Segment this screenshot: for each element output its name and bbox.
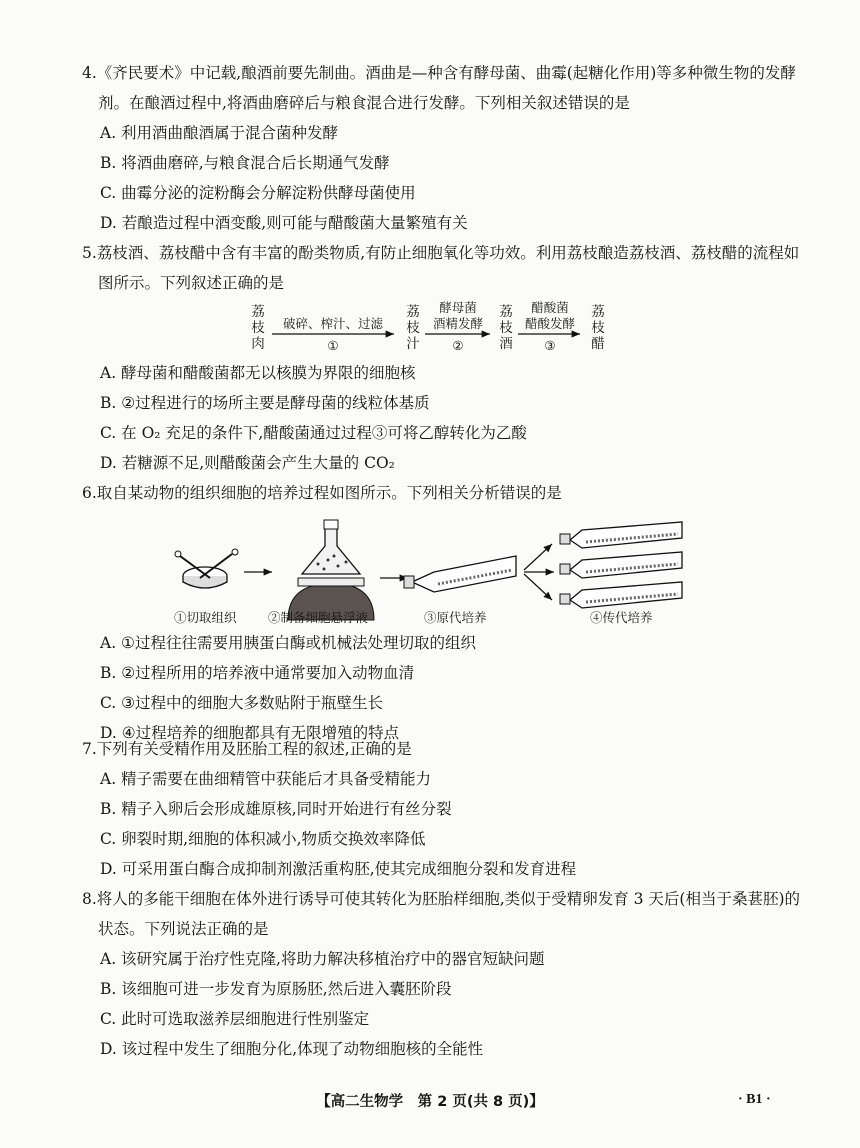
step-2-label: 酒精发酵 [432, 316, 483, 331]
step-3-label: 醋酸发酵 [524, 316, 575, 331]
question-7-stem: 7.下列有关受精作用及胚胎工程的叙述,正确的是 [82, 740, 412, 758]
arrow-3-4-bottom [524, 574, 552, 600]
question-6-option-b: B. ②过程所用的培养液中通常要加入动物血清 [100, 664, 415, 682]
step-2-number: ② [452, 338, 464, 353]
lychee-process-flowchart [82, 298, 802, 358]
question-5-option-c: C. 在 O₂ 充足的条件下,醋酸菌通过过程③可将乙醇转化为乙酸 [100, 424, 527, 442]
caption-step-4: ④传代培养 [590, 610, 653, 625]
node-lychee-wine: 荔枝酒 [499, 304, 513, 352]
subculture-flasks-icon [560, 522, 682, 608]
step-1-label: 破碎、榨汁、过滤 [282, 316, 383, 331]
primary-culture-flask-icon [404, 556, 516, 592]
question-8-option-c: C. 此时可选取滋养层细胞进行性别鉴定 [100, 1010, 370, 1028]
caption-step-3: ③原代培养 [424, 610, 487, 625]
cell-culture-diagram [82, 508, 802, 628]
node-lychee-vinegar: 荔枝醋 [591, 304, 605, 352]
question-5 [82, 238, 802, 478]
question-4 [82, 58, 802, 238]
question-7-option-a: A. 精子需要在曲细精管中获能后才具备受精能力 [100, 770, 432, 788]
question-8-option-d: D. 该过程中发生了细胞分化,体现了动物细胞核的全能性 [100, 1040, 484, 1058]
arrow-3-4-top [524, 544, 552, 570]
cell-suspension-flask-icon [288, 520, 374, 620]
question-4-option-b: B. 将酒曲磨碎,与粮食混合后长期通气发酵 [100, 154, 390, 172]
question-4-option-d: D. 若酿造过程中酒变酸,则可能与醋酸菌大量繁殖有关 [100, 214, 468, 232]
question-6-option-d: D. ④过程培养的细胞都具有无限增殖的特点 [100, 724, 400, 742]
question-5-option-b: B. ②过程进行的场所主要是酵母菌的线粒体基质 [100, 394, 430, 412]
question-8 [82, 884, 802, 1064]
node-lychee-pulp: 荔枝肉 [251, 304, 265, 352]
step-1-number: ① [327, 338, 339, 353]
question-4-option-a: A. 利用酒曲酿酒属于混合菌种发酵 [100, 124, 339, 142]
page-footer: 【高二生物学 第 2 页(共 8 页)】 [316, 1094, 544, 1110]
paper-code: · B1 · [738, 1092, 771, 1107]
question-8-stem: 8.将人的多能干细胞在体外进行诱导可使其转化为胚胎样细胞,类似于受精卵发育 3 天后(相当于桑葚胚)的状态。下列说法正确的是 [82, 890, 801, 938]
question-8-option-a: A. 该研究属于治疗性克隆,将助力解决移植治疗中的器官短缺问题 [100, 950, 545, 968]
caption-step-1: ①切取组织 [174, 610, 237, 625]
node-lychee-juice: 荔枝汁 [406, 304, 420, 352]
question-4-stem: 4.《齐民要术》中记载,酿酒前要先制曲。酒曲是—种含有酵母菌、曲霉(起糖化作用)等多种微生物的发酵剂。在酿酒过程中,将酒曲磨碎后与粮食混合进行发酵。下列相关叙述错误的是 [82, 64, 796, 112]
question-7-option-c: C. 卵裂时期,细胞的体积减小,物质交换效率降低 [100, 830, 426, 848]
question-8-option-b: B. 该细胞可进一步发育为原肠胚,然后进入囊胚阶段 [100, 980, 452, 998]
tissue-cutting-icon [175, 549, 238, 588]
question-6-option-c: C. ③过程中的细胞大多数贴附于瓶壁生长 [100, 694, 384, 712]
question-6-option-a: A. ①过程往往需要用胰蛋白酶或机械法处理切取的组织 [100, 634, 476, 652]
question-4-option-c: C. 曲霉分泌的淀粉酶会分解淀粉供酵母菌使用 [100, 184, 416, 202]
question-7 [82, 734, 802, 884]
question-5-option-a: A. 酵母菌和醋酸菌都无以核膜为界限的细胞核 [100, 364, 416, 382]
step-2-organism: 酵母菌 [439, 300, 477, 315]
step-3-organism: 醋酸菌 [531, 300, 569, 315]
step-3-number: ③ [544, 338, 556, 353]
question-6-stem: 6.取自某动物的组织细胞的培养过程如图所示。下列相关分析错误的是 [82, 484, 562, 502]
caption-step-2: ②制备细胞悬浮液 [268, 610, 369, 625]
question-5-option-d: D. 若糖源不足,则醋酸菌会产生大量的 CO₂ [100, 454, 395, 472]
question-7-option-b: B. 精子入卵后会形成雄原核,同时开始进行有丝分裂 [100, 800, 452, 818]
question-7-option-d: D. 可采用蛋白酶合成抑制剂激活重构胚,使其完成细胞分裂和发育进程 [100, 860, 577, 878]
question-6 [82, 478, 802, 748]
question-5-stem: 5.荔枝酒、荔枝醋中含有丰富的酚类物质,有防止细胞氧化等功效。利用荔枝酿造荔枝酒、荔枝醋的流程如图所示。下列叙述正确的是 [82, 244, 800, 292]
